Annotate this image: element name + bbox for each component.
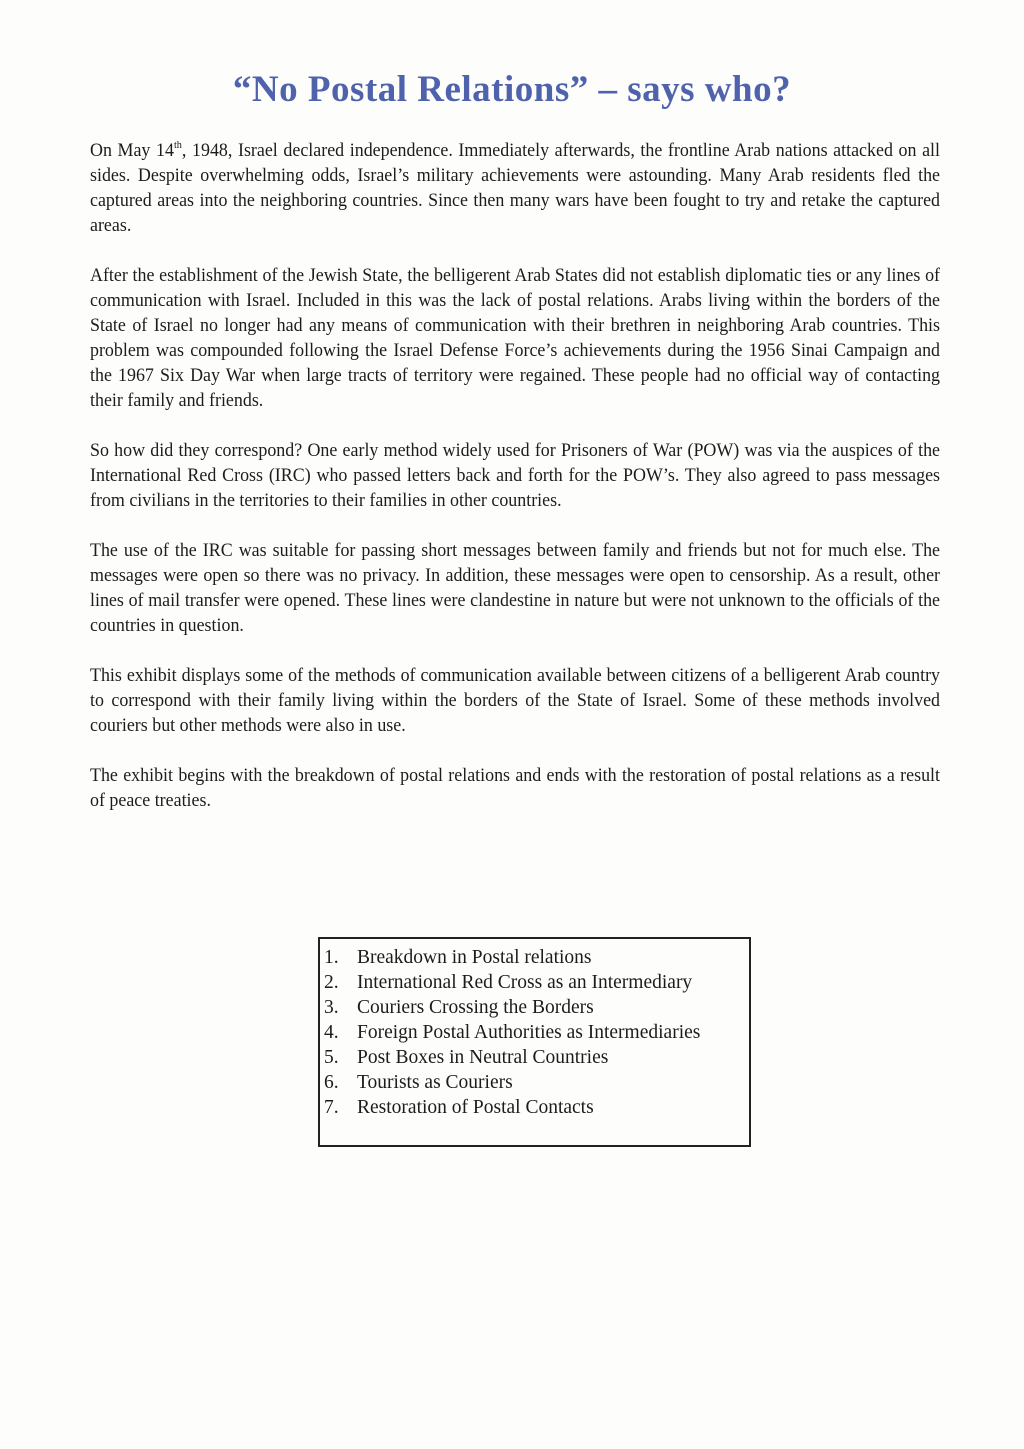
- toc-number: 2.: [324, 972, 339, 993]
- toc-item: [324, 1070, 749, 1095]
- toc-label: International Red Cross as an Intermediary: [357, 972, 693, 993]
- intro-paragraph: [90, 138, 940, 238]
- ordinal-suffix: th: [173, 139, 182, 151]
- toc-number: 4.: [324, 1022, 339, 1043]
- intro-text-rest: , 1948, Israel declared independence. Immediately afterwards, the frontline Arab nations attacked on all sides. Despite overwhelming odds, Israel’s military achievements were astounding. Many Arab residents fled the captured areas into the neighboring countries. Since then many wars have been fought to try and retake the captured areas.: [90, 140, 941, 236]
- toc-item: [324, 970, 749, 995]
- toc-item: [324, 1020, 749, 1045]
- toc-number: 1.: [324, 947, 339, 968]
- toc-item: [324, 1095, 749, 1120]
- toc-label: Restoration of Postal Contacts: [357, 1097, 594, 1118]
- toc-number: 6.: [324, 1072, 339, 1093]
- toc-number: 7.: [324, 1097, 339, 1118]
- toc-number: 5.: [324, 1047, 339, 1068]
- toc-label: Post Boxes in Neutral Countries: [357, 1047, 609, 1068]
- toc-item: [324, 1045, 749, 1070]
- toc-item: [324, 995, 749, 1020]
- toc-list: [324, 945, 749, 1120]
- toc-label: Couriers Crossing the Borders: [357, 997, 594, 1018]
- table-of-contents: [318, 937, 751, 1147]
- page-title: “No Postal Relations” – says who?: [232, 69, 792, 110]
- toc-number: 3.: [324, 997, 339, 1018]
- toc-label: Tourists as Couriers: [357, 1072, 513, 1093]
- paragraph-exhibit-scope: The exhibit begins with the breakdown of postal relations and ends with the restoration of postal relations as a result of peace treaties.: [90, 765, 941, 811]
- toc-item: [324, 945, 749, 970]
- toc-label: Breakdown in Postal relations: [357, 947, 592, 968]
- body-text: [90, 138, 940, 838]
- paragraph-correspondence: So how did they correspond? One early method widely used for Prisoners of War (POW) was via the auspices of the International Red Cross (IRC) who passed letters back and forth for the POW’s. They also agreed to pass messages from civilians in the territories to their families in other countries.: [90, 440, 941, 511]
- paragraph-irc: The use of the IRC was suitable for passing short messages between family and friends but not for much else. The messages were open so there was no privacy. In addition, these messages were open to censorship. As a result, other lines of mail transfer were opened. These lines were clandestine in nature but were not unknown to the officials of the countries in question.: [90, 540, 941, 636]
- toc-label: Foreign Postal Authorities as Intermediaries: [357, 1022, 701, 1043]
- paragraph-establishment: After the establishment of the Jewish State, the belligerent Arab States did not establish diplomatic ties or any lines of communication with Israel. Included in this was the lack of postal relations. Arabs living within the borders of the State of Israel no longer had any means of communication with their brethren in neighboring Arab countries. This problem was compounded following the Israel Defense Force’s achievements during the 1956 Sinai Campaign and the 1967 Six Day War when large tracts of territory were regained. These people had no official way of contacting their family and friends.: [90, 265, 941, 411]
- intro-text-start: On May 14: [90, 140, 174, 161]
- paragraph-exhibit: This exhibit displays some of the methods of communication available between citizens of a belligerent Arab country to correspond with their family living within the borders of the State of Israel. Some of these methods involved couriers but other methods were also in use.: [90, 665, 941, 736]
